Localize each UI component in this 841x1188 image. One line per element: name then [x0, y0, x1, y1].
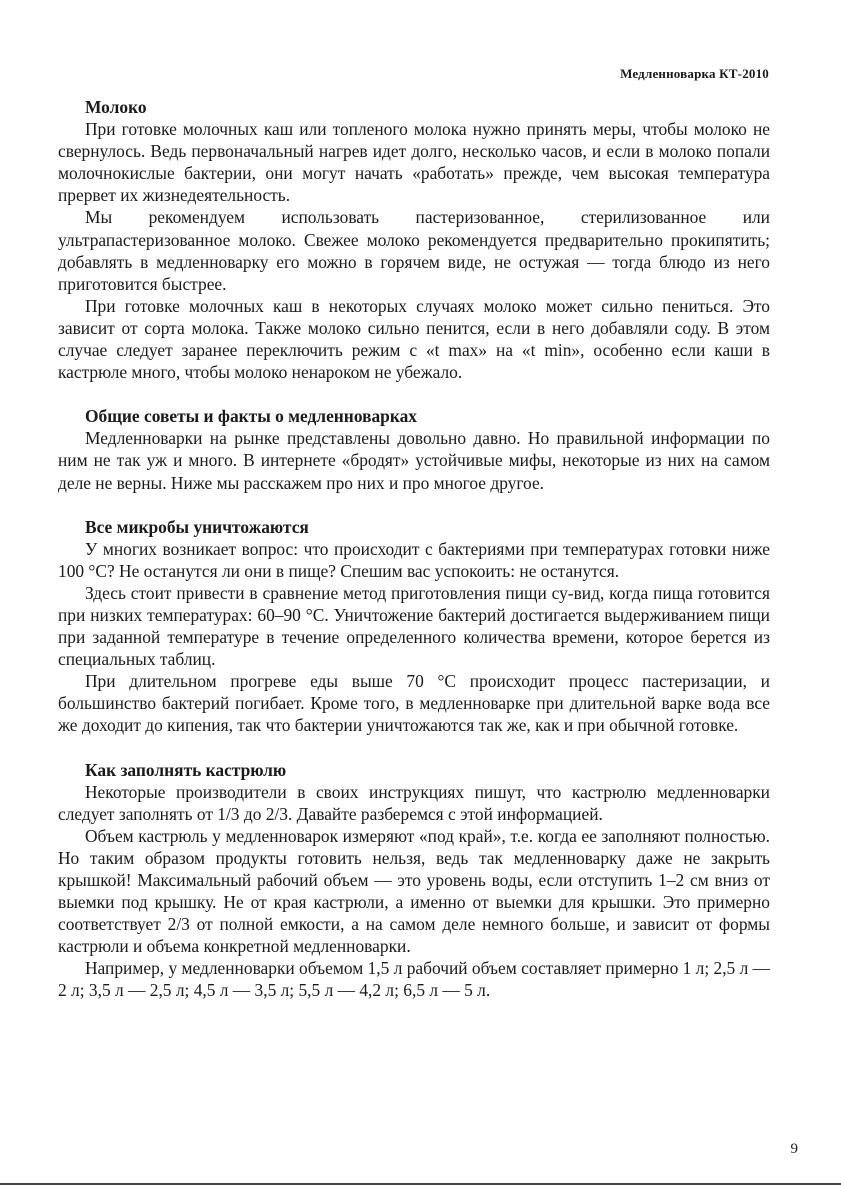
section-title: Все микробы уничтожаются	[85, 516, 309, 537]
section-general-tips	[58, 405, 770, 493]
running-header: Медленноварка КТ-2010	[620, 66, 769, 81]
paragraph: Объем кастрюль у медленноварок измеряют «под край», т.е. когда ее заполняют полностью. Но таким образом продукты готовить нельзя, ведь так медленноварку даже не закрыть крышкой! Максимальный рабочий объем — это уровень воды, если отступить 1–2 см вниз от выемки под крышку. Не от края кастрюли, а именно от выемки для крышки. Это примерно соответствует 2/3 от полной емкости, а на самом деле немного больше, и зависит от формы кастрюли и объема конкретной медленноварки.	[58, 825, 770, 957]
paragraph: При длительном прогреве еды выше 70 °C происходит процесс пастеризации, и большинство бактерий погибает. Кроме того, в медленноварке при длительной варке вода все же доходит до кипения, так что бактерии уничтожаются так же, как и при обычной готовке.	[58, 671, 770, 736]
section-milk	[58, 96, 770, 383]
section-microbes	[58, 516, 770, 737]
paragraph: При готовке молочных каш в некоторых случаях молоко может сильно пениться. Это зависит от сорта молока. Также молоко сильно пенится, если в него добавляли соду. В этом случае следует заранее переключить режим с «t max» на «t min», особенно если каши в кастрюле много, чтобы молоко ненароком не убежало.	[58, 295, 770, 383]
paragraph: При готовке молочных каш или топленого молока нужно принять меры, чтобы молоко не свернулось. Ведь первоначальный нагрев идет долго, несколько часов, и если в молоко попали молочнокислые бактерии, они могут начать «работать» прежде, чем высокая температура прервет их жизнедеятельность.	[58, 119, 770, 206]
section-title: Молоко	[85, 97, 147, 117]
paragraph: Некоторые производители в своих инструкциях пишут, что кастрюлю медленноварки следует заполнять от 1/3 до 2/3. Давайте разберемся с этой информацией.	[58, 781, 770, 824]
page-number: 9	[790, 1141, 798, 1157]
paragraph: Медленноварки на рынке представлены довольно давно. Но правильной информации по ним не так уж и много. В интернете «бродят» устойчивые мифы, некоторые из них на самом деле не верны. Ниже мы расскажем про них и про многое другое.	[58, 428, 770, 493]
page-content	[58, 96, 770, 1024]
bottom-divider	[0, 1183, 841, 1185]
section-title: Как заполнять кастрюлю	[85, 759, 287, 780]
section-title: Общие советы и факты о медленноварках	[85, 406, 417, 427]
paragraph: У многих возникает вопрос: что происходит с бактериями при температурах готовки ниже 100 °C? Не останутся ли они в пище? Спешим вас успокоить: не останутся.	[58, 538, 770, 581]
section-filling-pot	[58, 759, 770, 1002]
paragraph: Мы рекомендуем использовать пастеризованное, стерилизованное или ультрапастеризованное молоко. Свежее молоко рекомендуется предварительно прокипятить; добавлять в медленноварку его можно в горячем виде, не остужая — тогда блюдо из него приготовится быстрее.	[58, 207, 770, 294]
paragraph: Здесь стоит привести в сравнение метод приготовления пищи су-вид, когда пища готовится при низких температурах: 60–90 °C. Уничтожение бактерий достигается выдерживанием пищи при заданной температуре в течение определенного количества времени, которое берется из специальных таблиц.	[58, 582, 770, 670]
paragraph: Например, у медленноварки объемом 1,5 л рабочий объем составляет примерно 1 л; 2,5 л — 2 л; 3,5 л — 2,5 л; 4,5 л — 3,5 л; 5,5 л — 4,2 л; 6,5 л — 5 л.	[58, 958, 771, 1001]
